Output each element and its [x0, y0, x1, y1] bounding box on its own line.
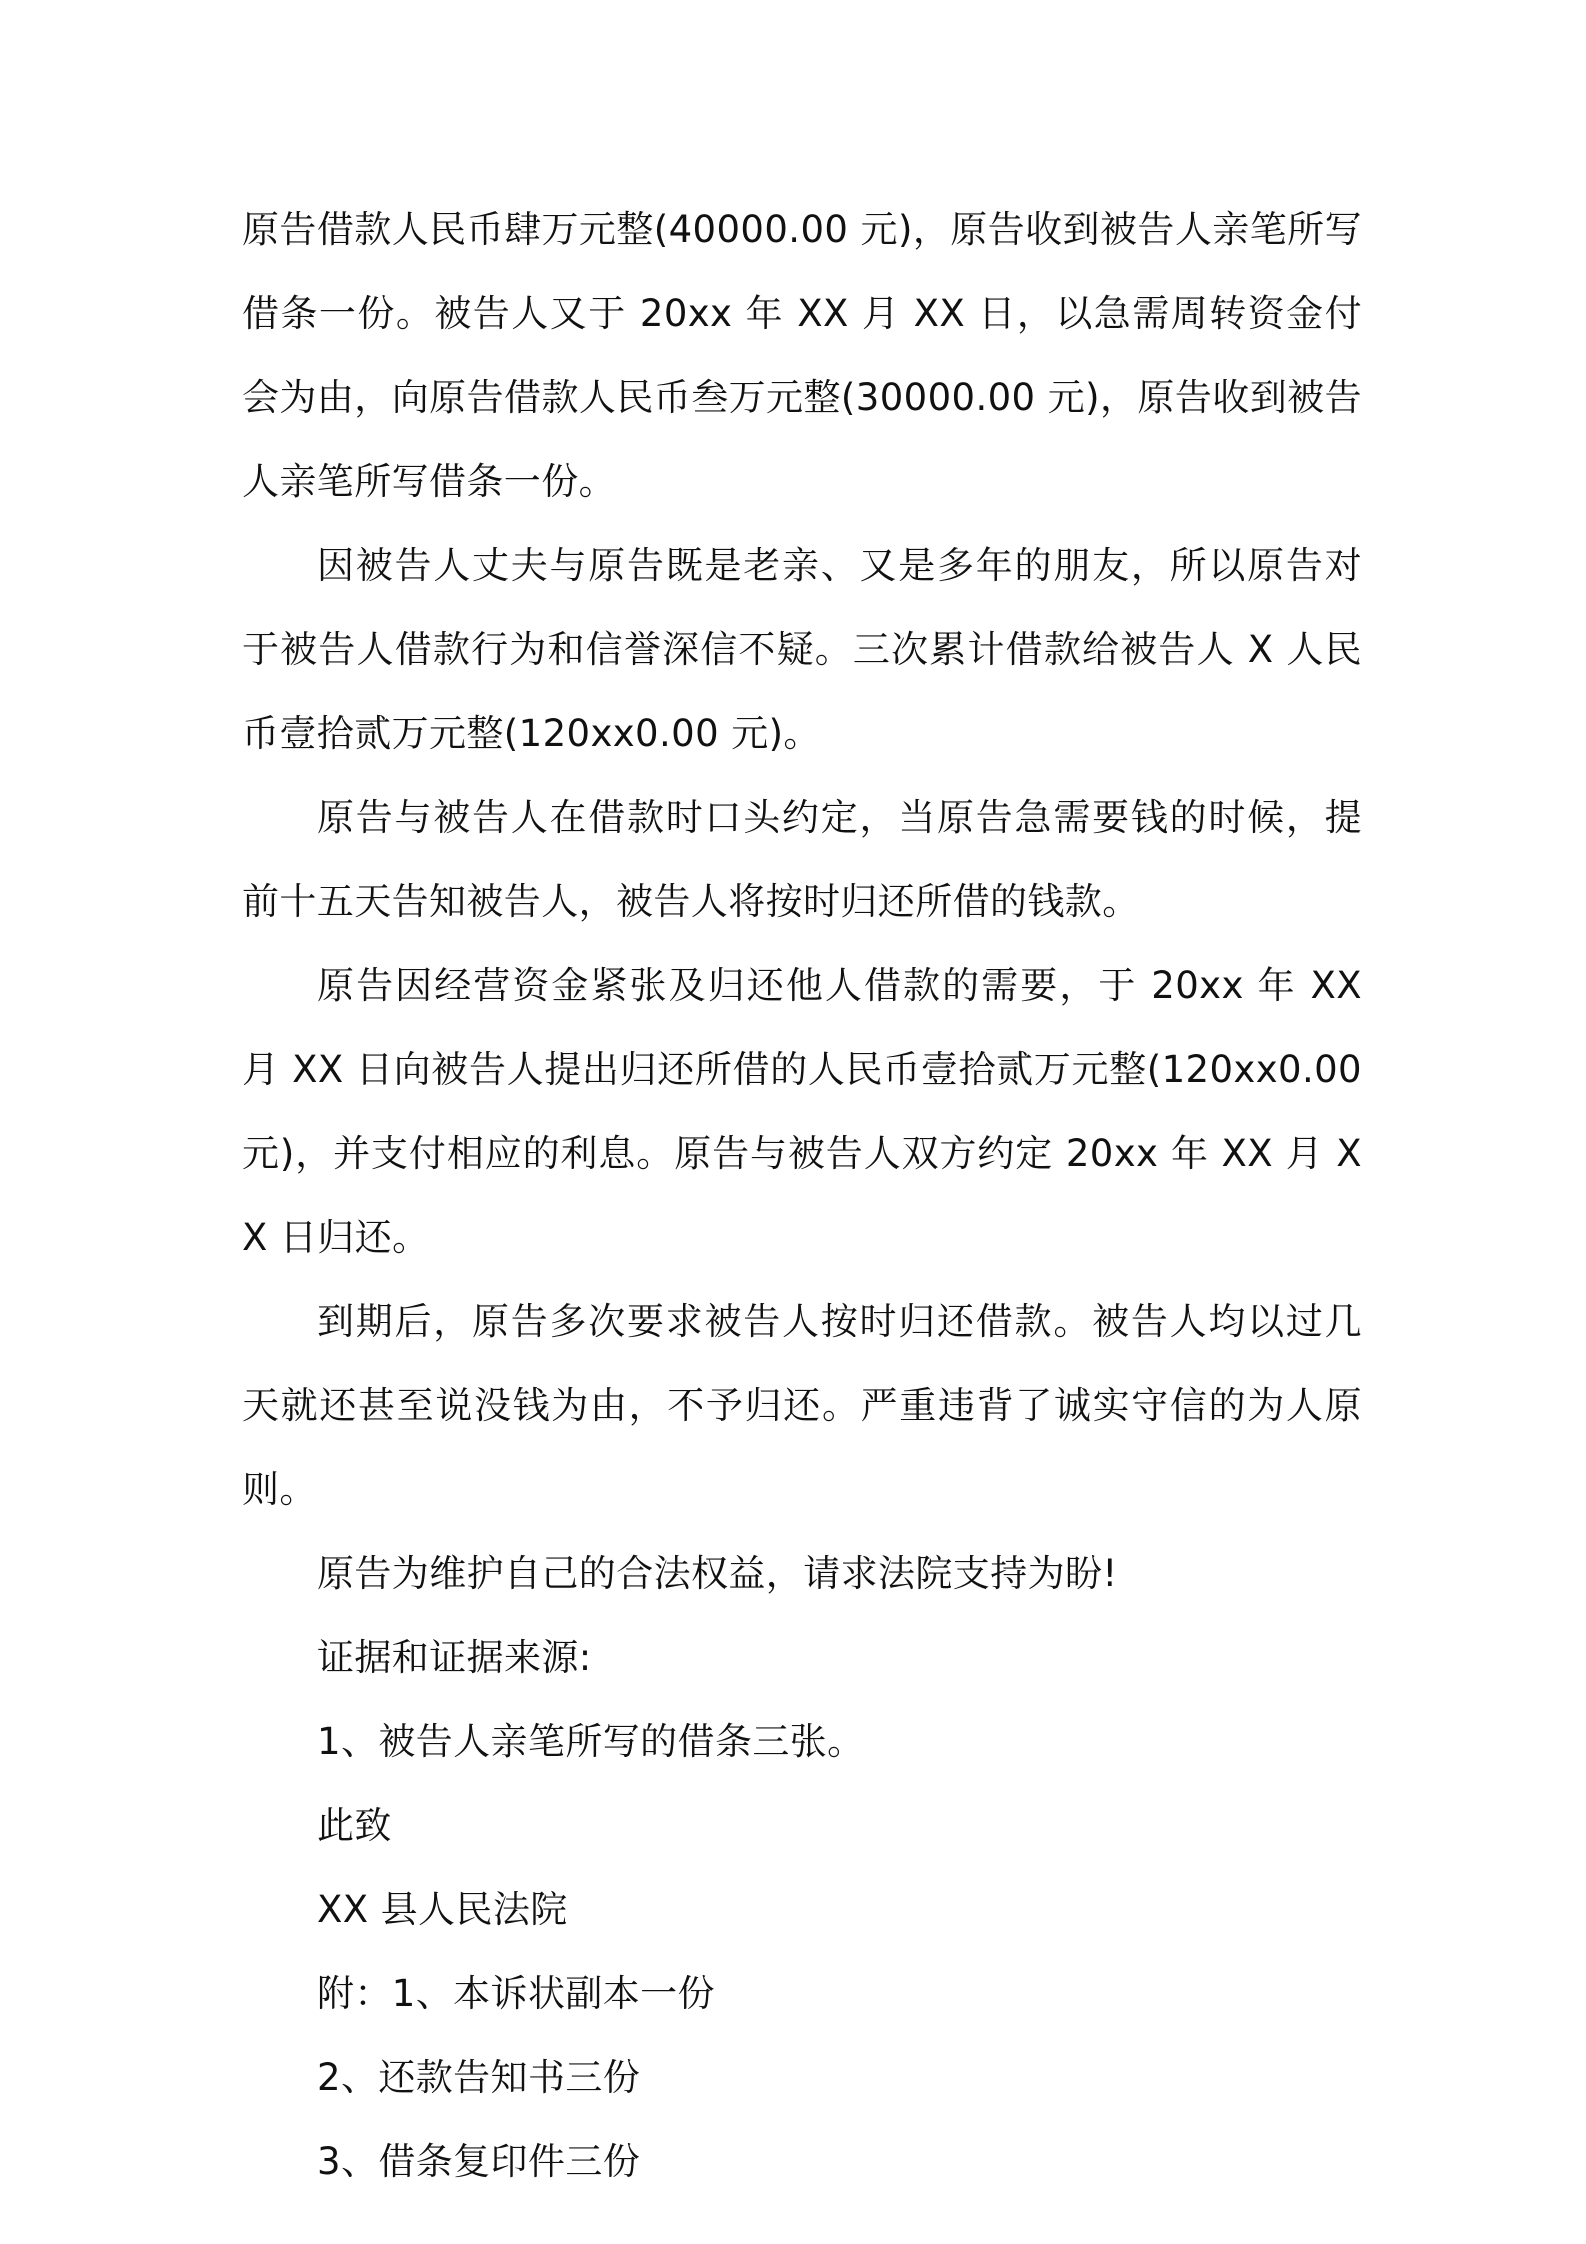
- evidence-item-1: 1、被告人亲笔所写的借条三张。: [317, 1720, 865, 1763]
- paragraph-repayment-request: 原告因经营资金紧张及归还他人借款的需要，于 20xx 年 XX 月 XX 日向被告人提出归还所借的人民币壹拾贰万元整(120xx0.00 元)，并支付相应的利息。原告与被告人双方约定 20xx 年 XX 月 XX 日归还。: [242, 964, 1362, 1259]
- document-body: [242, 188, 1362, 2204]
- attachment-item-2: 2、还款告知书三份: [317, 2056, 641, 2099]
- attachment-item-3: 3、借条复印件三份: [317, 2140, 641, 2183]
- paragraph-agreement: 原告与被告人在借款时口头约定，当原告急需要钱的时候，提前十五天告知被告人，被告人将按时归还所借的钱款。: [242, 796, 1362, 923]
- attachment-item-1: 附：1、本诉状副本一份: [317, 1972, 715, 2015]
- paragraph-loan-details: 原告借款人民币肆万元整(40000.00 元)，原告收到被告人亲笔所写借条一份。被告人又于 20xx 年 XX 月 XX 日，以急需周转资金付会为由，向原告借款人民币叁万元整(30000.00 元)，原告收到被告人亲笔所写借条一份。: [242, 208, 1362, 503]
- paragraph-trust: 因被告人丈夫与原告既是老亲、又是多年的朋友，所以原告对于被告人借款行为和信誉深信不疑。三次累计借款给被告人 X 人民币壹拾贰万元整(120xx0.00 元)。: [242, 544, 1362, 755]
- evidence-heading: 证据和证据来源:: [317, 1636, 592, 1679]
- court-name: XX 县人民法院: [317, 1888, 568, 1931]
- salutation: 此致: [317, 1804, 392, 1847]
- paragraph-default: 到期后，原告多次要求被告人按时归还借款。被告人均以过几天就还甚至说没钱为由，不予归还。严重违背了诚实守信的为人原则。: [242, 1300, 1362, 1511]
- closing-request: 原告为维护自己的合法权益，请求法院支持为盼!: [317, 1552, 1118, 1595]
